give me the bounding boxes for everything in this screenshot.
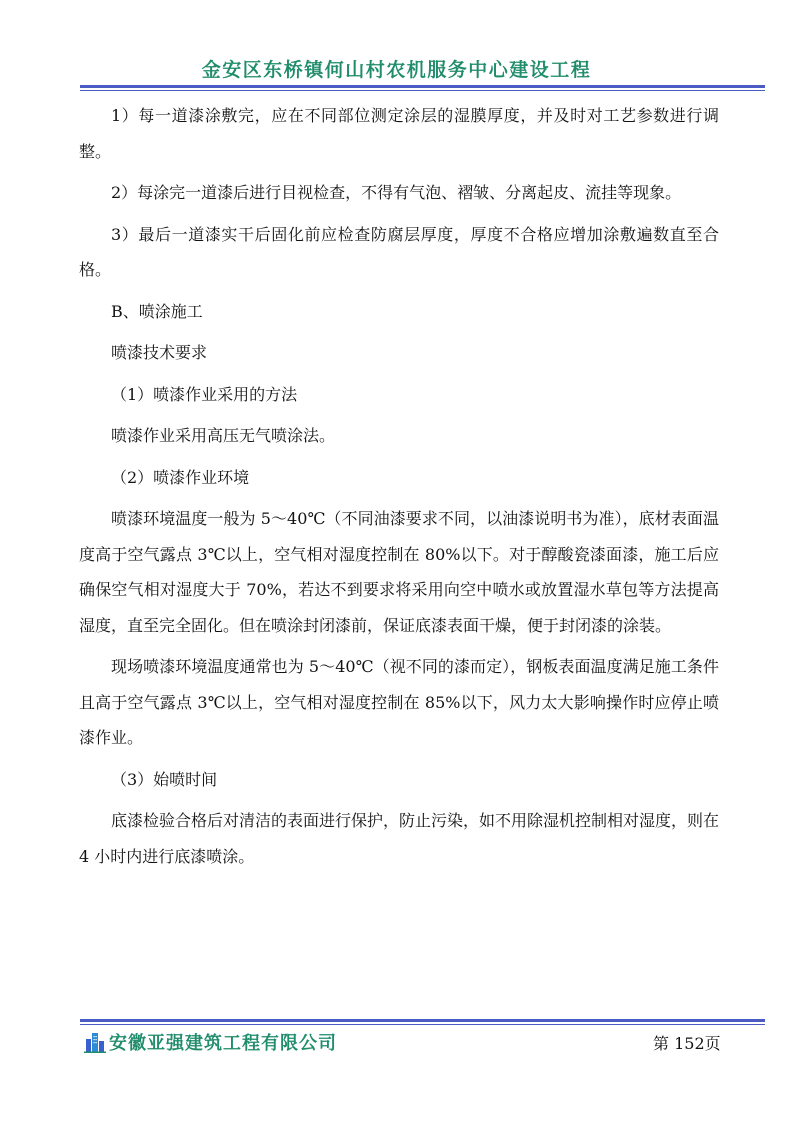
section-heading: B、喷涂施工 — [111, 301, 203, 321]
paragraph: 现场喷漆环境温度通常也为 5～40℃（视不同的漆而定），钢板表面温度满足施工条件且高于空气露点 3℃以上，空气相对湿度控制在 85%以下，风力太大影响操作时应停止喷漆作业。 — [79, 657, 719, 747]
footer-rule-thick — [80, 1019, 765, 1022]
item-heading: （3）始喷时间 — [111, 769, 218, 789]
paragraph: 喷漆环境温度一般为 5～40℃（不同油漆要求不同，以油漆说明书为准），底材表面温度高于空气露点 3℃以上，空气相对湿度控制在 80%以下。对于醇酸瓷漆面漆，施工后应确保空气相对湿度大于 70%，若达不到要求将采用向空中喷水或放置湿水草包等方法提高湿度，直至完全固化。但在喷涂封闭漆前，保证底漆表面干燥，便于封闭漆的涂装。 — [79, 509, 719, 635]
paragraph: 喷漆作业采用高压无气喷涂法。 — [111, 426, 336, 445]
footer-rule-thin — [80, 1024, 765, 1025]
document-body — [79, 98, 719, 880]
document-header-title: 金安区东桥镇何山村农机服务中心建设工程 — [201, 59, 592, 81]
footer-company — [83, 1028, 337, 1056]
header-rule-thick — [80, 85, 765, 88]
header-rule-thin — [80, 90, 765, 91]
subsection-heading: 喷漆技术要求 — [111, 343, 208, 362]
page-number: 第 152页 — [653, 1034, 721, 1053]
paragraph: 2）每涂完一道漆后进行目视检查，不得有气泡、褶皱、分离起皮、流挂等现象。 — [111, 183, 682, 202]
paragraph: 3）最后一道漆实干后固化前应检查防腐层厚度，厚度不合格应增加涂敷遍数直至合格。 — [79, 224, 719, 279]
item-heading: （2）喷漆作业环境 — [111, 467, 250, 487]
building-logo-icon — [83, 1030, 107, 1054]
item-heading: （1）喷漆作业采用的方法 — [111, 384, 298, 404]
company-name: 安徽亚强建筑工程有限公司 — [109, 1033, 337, 1054]
paragraph: 底漆检验合格后对清洁的表面进行保护，防止污染，如不用除湿机控制相对湿度，则在 4 小时内进行底漆喷涂。 — [79, 811, 720, 866]
paragraph: 1）每一道漆涂敷完，应在不同部位测定涂层的湿膜厚度，并及时对工艺参数进行调整。 — [79, 106, 719, 161]
